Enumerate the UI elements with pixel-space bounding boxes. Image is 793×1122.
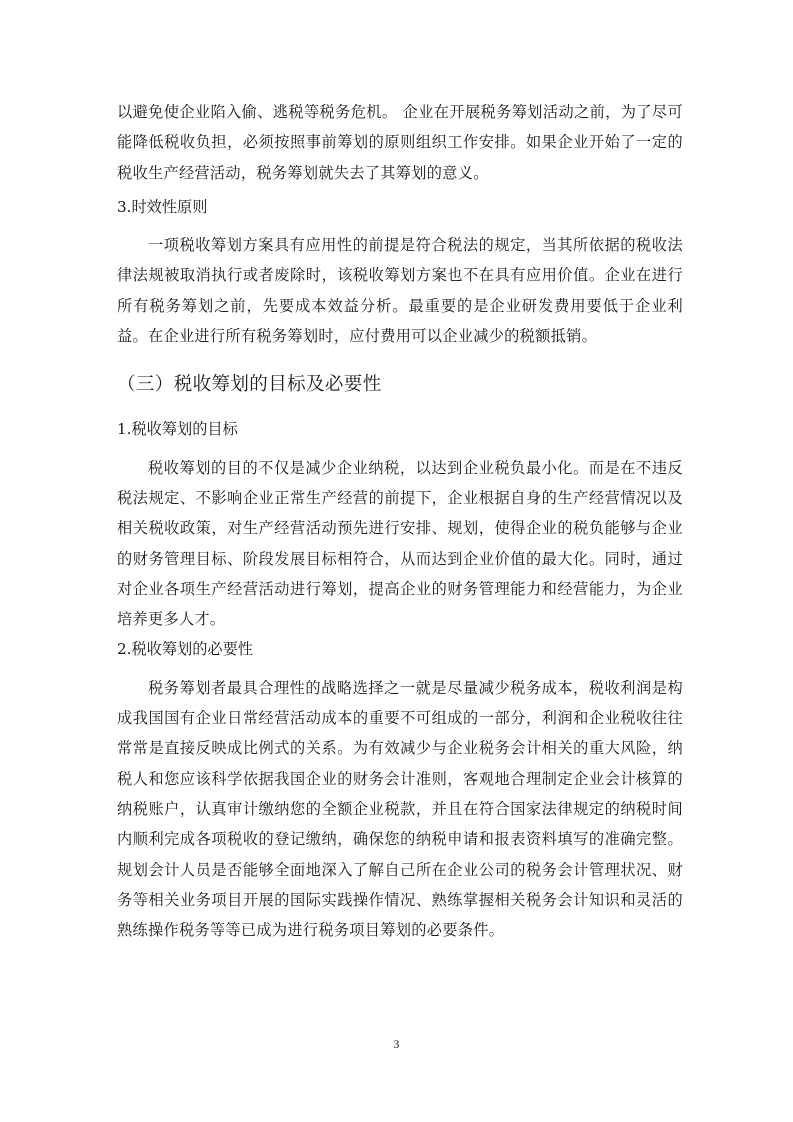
page-number: 3 (393, 1039, 400, 1051)
heading-planning-goal: 1.税收筹划的目标 (117, 420, 238, 439)
document-page (117, 97, 683, 945)
paragraph-planning-necessity: 税务筹划者最具合理性的战略选择之一就是尽量减少税务成本，税收利润是构成我国国有企业日常经营活动成本的重要不可组成的一部分，利润和企业税收往往常常是直接反映成比例式的关系。为有效减少与企业税务会计相关的重大风险，纳税人和您应该科学依据我国企业的财务会计准则，客观地合理制定企业会计核算的纳税账户，认真审计缴纳您的全额企业税款，并且在符合国家法律规定的纳税时间内顺利完成各项税收的登记缴纳，确保您的纳税申请和报表资料填写的准确完整。规划会计人员是否能够全面地深入了解自己所在企业公司的税务会计管理状况、财务等相关业务项目开展的国际实践操作情况、熟练掌握相关税务会计知识和灵活的熟练操作税务等等已成为进行税务项目筹划的必要条件。 (117, 678, 683, 940)
paragraph-timeliness: 一项税收筹划方案具有应用性的前提是符合税法的规定，当其所依据的税收法律法规被取消执行或者废除时，该税收筹划方案也不在具有应用价值。企业在进行所有税务筹划之前，先要成本效益分析。最重要的是企业研发费用要低于企业利益。在企业进行所有税务筹划时，应付费用可以企业减少的税额抵销。 (117, 236, 683, 346)
heading-planning-necessity: 2.税收筹划的必要性 (117, 640, 253, 659)
paragraph-intro: 以避免使企业陷入偷、逃税等税务危机。 企业在开展税务筹划活动之前，为了尽可能降低税收负担，必须按照事前筹划的原则组织工作安排。如果企业开始了一定的税收生产经营活动，税务筹划就失去了其筹划的意义。 (117, 103, 683, 182)
heading-timeliness-principle: 3.时效性原则 (117, 197, 208, 216)
paragraph-planning-goal: 税收筹划的目的不仅是减少企业纳税，以达到企业税负最小化。而是在不违反税法规定、不影响企业正常生产经营的前提下，企业根据自身的生产经营情况以及相关税收政策，对生产经营活动预先进行安排、规划，使得企业的税负能够与企业的财务管理目标、阶段发展目标相符合，从而达到企业价值的最大化。同时，通过对企业各项生产经营活动进行筹划，提高企业的财务管理能力和经营能力，为企业培养更多人才。 (117, 458, 683, 629)
section-heading-goals-necessity: （三）税收筹划的目标及必要性 (117, 374, 382, 396)
